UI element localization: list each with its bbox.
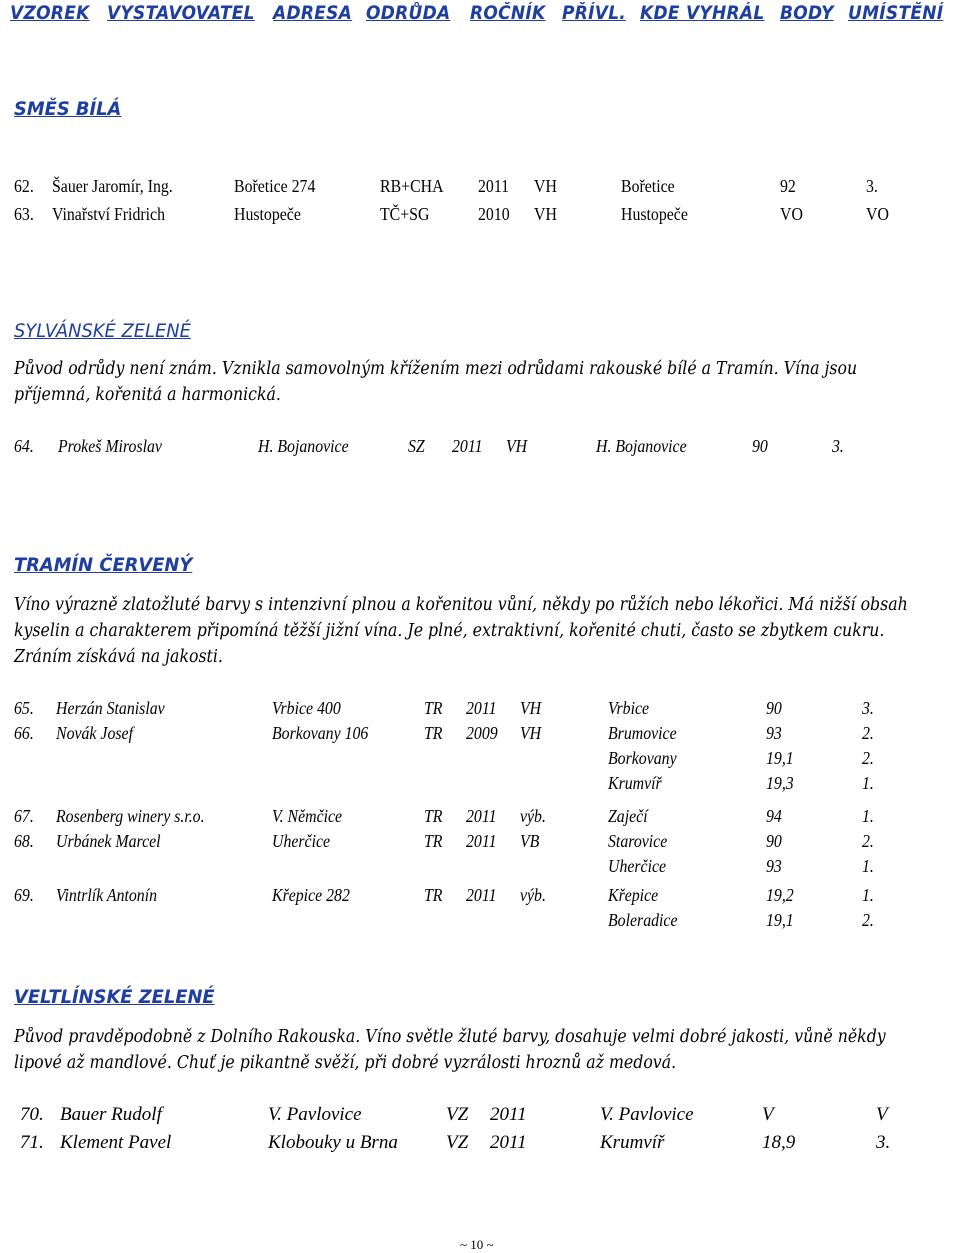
cell-points: 18,9 [762,1132,796,1153]
cell-points: 19,2 [766,885,794,905]
cell-address: Uherčice [272,831,331,851]
cell-name: Bauer Rudolf [60,1104,162,1125]
cell-place: 2. [862,748,874,768]
cell-place: V [876,1104,888,1125]
cell-place: 3. [832,436,844,456]
cell-points: V [762,1104,774,1125]
cell-where: Boleradice [608,910,678,930]
cell-where: Zaječí [608,806,648,826]
cell-name: Prokeš Miroslav [58,436,162,456]
cell-variety: TR [424,723,443,743]
cell-points: 92 [780,176,796,196]
section-description: Původ pravděpodobně z Dolního Rakouska. Víno světle žluté barvy, dosahuje velmi dobré jakosti, vůně někdy lipové až mandlové. Chuť je pikantně svěží, při dobré vyzrálosti hroznů až medová. [14,1027,886,1073]
cell-variety: TR [424,831,443,851]
cell-variety: RB+CHA [380,176,444,196]
table-row [0,806,960,832]
cell-where: Brumovice [608,723,677,743]
cell-num: 68. [14,831,34,851]
section-title-smes-bila: SMĚS BÍLÁ [14,98,122,120]
cell-place: 3. [862,698,874,718]
cell-name: Urbánek Marcel [56,831,161,851]
cell-variety: TR [424,698,443,718]
table-header [0,0,960,32]
cell-address: Hustopeče [234,204,301,224]
cell-variety: VZ [446,1104,469,1125]
cell-name: Šauer Jaromír, Ing. [52,176,173,196]
cell-points: 94 [766,806,782,826]
cell-variety: TR [424,885,443,905]
header-kde-vyhral: KDE VYHRÁL [640,3,765,24]
table-row [0,723,960,749]
cell-predicate: VH [534,176,557,196]
cell-name: Vinařství Fridrich [52,204,165,224]
cell-num: 69. [14,885,34,905]
table-row [0,831,960,857]
table-row [0,748,960,774]
section-description: Víno výrazně zlatožluté barvy s intenzivní plnou a kořenitou vůní, někdy po růžích nebo lékořici. Má nižší obsah kyselin a charakterem připomíná těžší jižní vína. Je plné, extraktivní, kořenité chuti, často se zbytkem cukru. Zráním získává na jakosti. [14,595,908,667]
cell-where: Borkovany [608,748,677,768]
header-vystavovatel: VYSTAVOVATEL [107,3,255,24]
cell-predicate: VH [506,436,528,456]
section-title-tramin-cerveny: TRAMÍN ČERVENÝ [14,554,193,576]
cell-place: 3. [866,176,878,196]
cell-place: 1. [862,885,874,905]
table-row [0,204,960,230]
cell-points: 93 [766,856,782,876]
cell-where: Krumvíř [608,773,662,793]
table-row [0,698,960,724]
cell-address: V. Němčice [272,806,343,826]
cell-where: Hustopeče [621,204,688,224]
cell-year: 2011 [466,698,497,718]
cell-place: 2. [862,723,874,743]
cell-address: Křepice 282 [272,885,350,905]
cell-where: Krumvíř [600,1132,665,1153]
cell-points: 93 [766,723,782,743]
table-row [0,773,960,799]
cell-num: 65. [14,698,34,718]
cell-predicate: VH [520,698,542,718]
header-rocnik: ROČNÍK [470,3,546,24]
cell-year: 2011 [466,831,497,851]
cell-name: Vintrlík Antonín [56,885,158,905]
table-row [0,436,960,462]
cell-address: H. Bojanovice [258,436,349,456]
cell-variety: SZ [408,436,425,456]
cell-address: Borkovany 106 [272,723,369,743]
cell-where: H. Bojanovice [596,436,687,456]
cell-variety: VZ [446,1132,469,1153]
cell-name: Herzán Stanislav [56,698,165,718]
header-body: BODY [780,3,834,24]
cell-points: 19,3 [766,773,794,793]
cell-where: Bořetice [621,176,675,196]
header-vzorek: VZOREK [10,3,90,24]
cell-predicate: VB [520,831,540,851]
table-row [0,1104,960,1130]
cell-where: Starovice [608,831,668,851]
cell-place: VO [866,204,889,224]
cell-year: 2011 [452,436,483,456]
cell-address: V. Pavlovice [268,1104,362,1125]
section-title-veltlinske-zelene: VELTLÍNSKÉ ZELENÉ [14,986,215,1008]
cell-variety: TR [424,806,443,826]
header-privl: PŘÍVL. [562,3,627,24]
cell-num: 63. [14,204,34,224]
cell-where: V. Pavlovice [600,1104,694,1125]
cell-place: 1. [862,773,874,793]
cell-name: Klement Pavel [60,1132,172,1153]
cell-name: Novák Josef [56,723,133,743]
header-umisteni: UMÍSTĚNÍ [848,3,944,24]
cell-where: Uherčice [608,856,667,876]
cell-place: 1. [862,806,874,826]
cell-num: 70. [20,1104,44,1125]
cell-place: 2. [862,910,874,930]
cell-points: 90 [766,698,782,718]
cell-address: Klobouky u Brna [268,1132,398,1153]
cell-num: 71. [20,1132,44,1153]
cell-points: 90 [766,831,782,851]
table-row [0,910,960,936]
table-row [0,885,960,911]
header-odruda: ODRŮDA [366,3,451,24]
cell-address: Bořetice 274 [234,176,316,196]
cell-predicate: výb. [520,885,546,905]
cell-predicate: výb. [520,806,546,826]
cell-points: 19,1 [766,748,794,768]
cell-points: 90 [752,436,768,456]
cell-num: 62. [14,176,34,196]
cell-name: Rosenberg winery s.r.o. [56,806,205,826]
section-title-sylvanske-zelene: SYLVÁNSKÉ ZELENÉ [14,320,191,342]
cell-address: Vrbice 400 [272,698,341,718]
page-number: ~ 10 ~ [460,1237,494,1252]
cell-predicate: VH [534,204,557,224]
cell-points: 19,1 [766,910,794,930]
cell-variety: TČ+SG [380,204,430,224]
cell-place: 3. [876,1132,891,1153]
cell-place: 1. [862,856,874,876]
header-adresa: ADRESA [273,3,353,24]
cell-place: 2. [862,831,874,851]
cell-num: 64. [14,436,34,456]
cell-year: 2011 [478,176,510,196]
cell-where: Vrbice [608,698,650,718]
cell-year: 2011 [490,1132,527,1153]
cell-num: 66. [14,723,34,743]
cell-year: 2011 [466,806,497,826]
cell-year: 2011 [490,1104,527,1125]
cell-num: 67. [14,806,34,826]
table-row [0,1132,960,1158]
cell-where: Křepice [608,885,659,905]
cell-year: 2011 [466,885,497,905]
cell-points: VO [780,204,803,224]
table-row [0,176,960,202]
cell-year: 2010 [478,204,510,224]
table-row [0,856,960,882]
section-description: Původ odrůdy není znám. Vznikla samovolným křížením mezi odrůdami rakouské bílé a Tramín. Vína jsou příjemná, kořenitá a harmonická. [14,359,858,405]
cell-predicate: VH [520,723,542,743]
cell-year: 2009 [466,723,498,743]
